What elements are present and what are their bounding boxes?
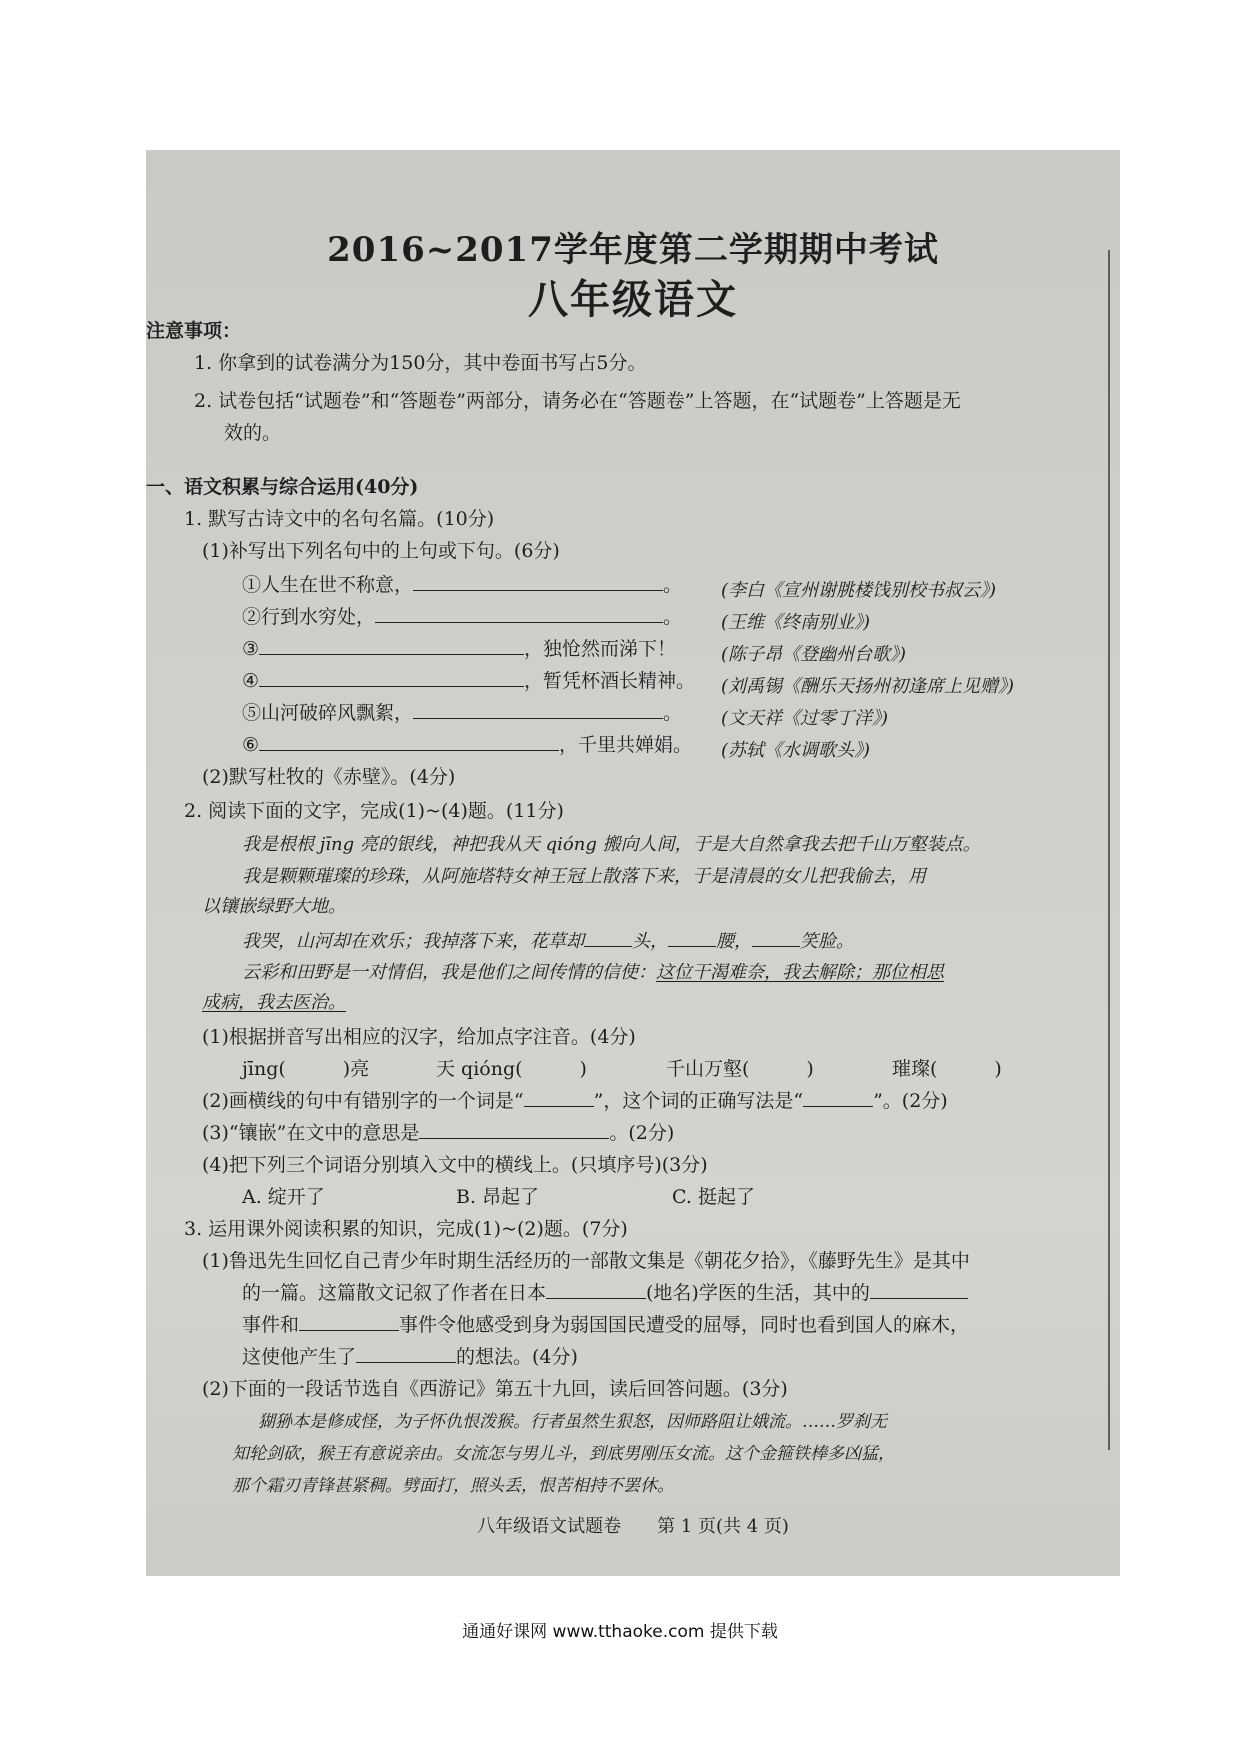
q2-passage-3 [242,930,854,953]
q2-pinyin-1[interactable]: jīng( )亮 [242,1058,370,1080]
q2-sub2-blank-2[interactable] [803,1090,873,1107]
q2-pinyin-3[interactable]: 千山万壑( ) [666,1058,814,1080]
q3-sub2: (2)下面的一段话节选自《西游记》第五十九回，读后回答问题。(3分) [202,1378,788,1400]
q2-pinyin-2[interactable]: 天 qióng( ) [436,1058,587,1080]
q1-line-1-source: (李白《宣州谢朓楼饯别校书叔云》) [721,580,997,601]
q3-sub1-line-3 [242,1314,969,1337]
page-edge-line [1108,250,1110,1450]
q3-blank-event-2[interactable] [299,1314,399,1331]
q2-sub2-a: (2)画横线的句中有错别字的一个词是“ [202,1090,524,1112]
q1-line-4-source: (刘禹锡《酬乐天扬州初逢席上见赠》) [721,676,1015,697]
q2-sub1: (1)根据拼音写出相应的汉字，给加点字注音。(4分) [202,1026,636,1048]
q1-line-2 [242,606,682,629]
q3-sub1-line-1: (1)鲁迅先生回忆自己青少年时期生活经历的一部散文集是《朝花夕拾》，《藤野先生》是其中 [202,1250,970,1272]
q2-p3-a: 我哭，山河却在欢乐；我掉落下来，花草却 [242,931,584,952]
q2-title: 2. 阅读下面的文字，完成(1)~(4)题。(11分) [184,800,564,822]
q2-sub2-c: ”。(2分) [873,1090,948,1112]
q1-line-6-post: ，千里共婵娟。 [559,734,693,756]
section-1-heading: 一、语文积累与综合运用(40分) [146,476,419,498]
q1-line-3 [242,638,676,661]
q2-sub3-b: 。(2分) [609,1122,675,1144]
q2-passage-4 [242,962,944,984]
q2-p4-a: 云彩和田野是一对情侣，我是他们之间传情的信使： [242,962,656,983]
q1-line-1-post: 。 [663,574,683,596]
q2-option-c: C. 挺起了 [672,1186,755,1208]
q3-s1b-b: (地名)学医的生活，其中的 [646,1282,870,1304]
notice-header: 注意事项： [146,320,242,342]
q2-sub2 [202,1090,948,1113]
q3-title: 3. 运用课外阅读积累的知识，完成(1)~(2)题。(7分) [184,1218,628,1240]
q1-line-3-pre: ③ [242,638,260,660]
q1-line-4-blank[interactable] [259,670,524,687]
q1-line-5-source: (文天祥《过零丁洋》) [721,708,889,729]
q3-passage-2: 知轮剑砍，猴王有意说亲由。女流怎与男儿斗，到底男刚压女流。这个金箍铁棒多凶猛， [232,1444,895,1464]
q1-line-1-pre: ①人生在世不称意， [242,574,414,596]
q2-p4-underlined: 这位干渴难奈，我去解除；那位相思 [656,962,944,983]
q2-sub2-blank-1[interactable] [524,1090,594,1107]
q1-line-6 [242,734,692,757]
q1-line-5-blank[interactable] [413,702,663,719]
q3-s1b-a: 的一篇。这篇散文记叙了作者在日本 [242,1282,547,1304]
q1-line-2-pre: ②行到水穷处， [242,606,376,628]
q2-sub3-blank[interactable] [419,1122,609,1139]
q2-passage-1: 我是根根 jīng 亮的银线，神把我从天 qióng 搬向人间，于是大自然拿我去把千山万壑装点。 [242,834,981,855]
q1-title: 1. 默写古诗文中的名句名篇。(10分) [184,508,495,530]
q3-passage-3: 那个霜刃青锋甚紧稠。劈面打，照头丢，恨苦相持不罢休。 [232,1476,674,1496]
q1-sub2: (2)默写杜牧的《赤壁》。(4分) [202,766,456,788]
q1-line-4-post: ，暂凭杯酒长精神。 [524,670,696,692]
q2-p3-b: 头， [632,931,668,952]
q2-passage-2a: 我是颗颗璀璨的珍珠，从阿施塔特女神王冠上散落下来，于是清晨的女儿把我偷去，用 [242,866,926,887]
q2-sub3-a: (3)“镶嵌”在文中的意思是 [202,1122,420,1144]
page-number: 八年级语文试题卷 第 1 页(共 4 页) [477,1516,789,1537]
q1-line-2-blank[interactable] [375,606,663,623]
q1-line-3-blank[interactable] [259,638,524,655]
q3-sub1-line-2 [242,1282,968,1305]
q3-s1d-b: 的想法。(4分) [456,1346,578,1368]
q1-line-5-post: 。 [663,702,683,724]
exam-title: 2016~2017学年度第二学期期中考试 [327,230,939,270]
q1-line-3-source: (陈子昂《登幽州台歌》) [721,644,907,665]
note-2-cont: 效的。 [224,422,282,444]
q2-p3-d: 笑脸。 [800,931,854,952]
q2-blank-1[interactable] [584,930,632,947]
q3-blank-place[interactable] [546,1282,646,1299]
q1-line-2-post: 。 [663,606,683,628]
q2-passage-2b: 以镶嵌绿野大地。 [202,896,346,917]
q3-blank-idea[interactable] [356,1346,456,1363]
q1-line-6-source: (苏轼《水调歌头》) [721,740,871,761]
q2-blank-3[interactable] [752,930,800,947]
note-1: 1. 你拿到的试卷满分为150分，其中卷面书写占5分。 [194,352,647,374]
q1-line-1 [242,574,682,597]
note-2: 2. 试卷包括“试题卷”和“答题卷”两部分，请务必在“答题卷”上答题，在“试题卷”上答题是无 [194,390,961,412]
site-footer: 通通好课网 www.tthaoke.com 提供下载 [462,1622,778,1642]
q1-line-5-pre: ⑤山河破碎风飘絮， [242,702,414,724]
q2-sub2-b: ”，这个词的正确写法是“ [593,1090,804,1112]
exam-subject: 八年级语文 [528,276,738,323]
q1-line-1-blank[interactable] [413,574,663,591]
q1-line-6-pre: ⑥ [242,734,260,756]
q1-line-6-blank[interactable] [259,734,559,751]
q2-sub3 [202,1122,674,1145]
q2-sub4: (4)把下列三个词语分别填入文中的横线上。(只填序号)(3分) [202,1154,708,1176]
q1-line-5 [242,702,682,725]
q2-passage-4-cont: 成病，我去医治。 [202,992,346,1013]
q1-line-4-pre: ④ [242,670,260,692]
q1-line-2-source: (王维《终南别业》) [721,612,871,633]
q3-sub1-line-4 [242,1346,578,1369]
q2-pinyin-4[interactable]: 璀璨( ) [892,1058,1002,1080]
q3-blank-event-1[interactable] [870,1282,968,1299]
q2-blank-2[interactable] [668,930,716,947]
q2-p3-c: 腰， [716,931,752,952]
q2-option-b: B. 昂起了 [456,1186,540,1208]
q1-line-4 [242,670,695,693]
q3-s1c-a: 事件和 [242,1314,300,1336]
q2-option-a: A. 绽开了 [242,1186,325,1208]
exam-photo [146,150,1120,1576]
q3-s1c-b: 事件令他感受到身为弱国国民遭受的屈辱，同时也看到国人的麻木， [399,1314,970,1336]
q1-line-3-post: ，独怆然而涕下！ [524,638,677,660]
q3-passage-1: 猢狲本是修成怪，为子怀仇恨泼猴。行者虽然生狠怒，因师路阻让娥流。……罗刹无 [258,1412,887,1432]
q1-sub1: (1)补写出下列名句中的上句或下句。(6分) [202,540,560,562]
q3-s1d-a: 这使他产生了 [242,1346,357,1368]
